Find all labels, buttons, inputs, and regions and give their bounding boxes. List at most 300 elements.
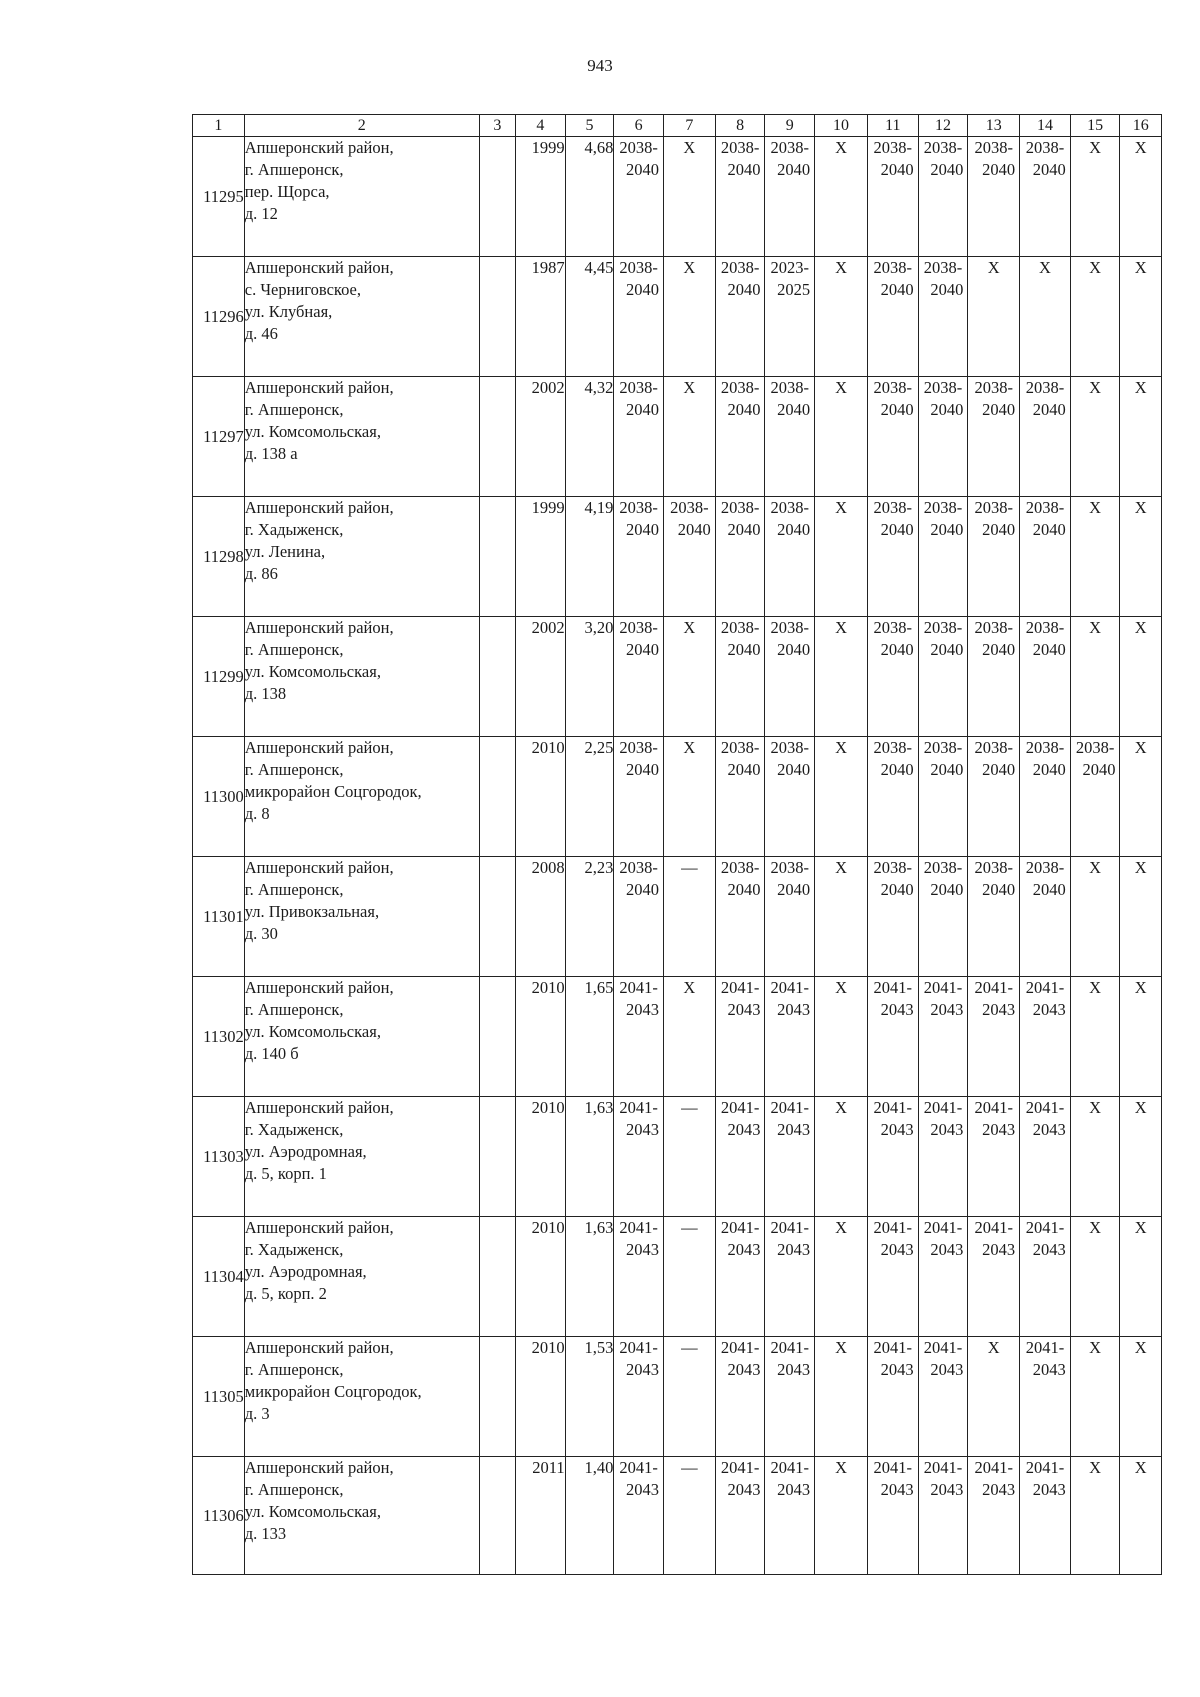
table-row — [193, 1097, 1162, 1217]
period-start: 2041- — [720, 1098, 760, 1117]
period-end: 2040 — [982, 760, 1016, 779]
value-cell: 2,25 — [565, 737, 614, 857]
period-start: 2038- — [873, 738, 913, 757]
period-cell — [918, 857, 968, 977]
period-end: 2040 — [1032, 760, 1066, 779]
period-start: 2038- — [720, 258, 760, 277]
period-start: 2041- — [974, 1218, 1013, 1237]
period-end: 2040 — [1032, 640, 1066, 659]
period-cell — [1070, 737, 1120, 857]
record-id: 11302 — [193, 977, 245, 1097]
period-cell: X — [664, 977, 716, 1097]
period-cell — [715, 617, 765, 737]
period-cell: X — [1070, 1337, 1120, 1457]
value-cell: 1,40 — [565, 1457, 614, 1575]
period-cell — [614, 1457, 664, 1575]
value-cell: 1,53 — [565, 1337, 614, 1457]
period-cell: X — [1070, 977, 1120, 1097]
period-start: 2038- — [873, 858, 913, 877]
period-start: 2038- — [720, 738, 760, 757]
period-cell: X — [815, 1217, 868, 1337]
period-start: 2038- — [770, 138, 810, 157]
address-line: г. Апшеронск, — [244, 1480, 344, 1499]
period-cell — [867, 737, 918, 857]
period-end: 2040 — [727, 880, 761, 899]
address-line: Апшеронский район, — [244, 738, 394, 757]
address-line: с. Черниговское, — [244, 280, 361, 299]
period-start: 2041- — [1025, 1218, 1065, 1237]
record-id: 11297 — [193, 377, 245, 497]
period-cell — [968, 857, 1020, 977]
address-line: ул. Комсомольская, — [244, 422, 381, 441]
period-end: 2040 — [930, 520, 964, 539]
period-cell — [968, 1457, 1020, 1575]
period-start: 2038- — [923, 138, 963, 157]
address-line: д. 5, корп. 1 — [244, 1164, 327, 1183]
period-start: 2041- — [619, 1218, 658, 1237]
period-start: 2038- — [1075, 738, 1115, 757]
period-cell: X — [1070, 137, 1120, 257]
period-cell: X — [664, 257, 716, 377]
period-end: 2040 — [727, 280, 761, 299]
period-cell — [614, 737, 664, 857]
period-start: 2038- — [720, 498, 760, 517]
period-cell — [715, 737, 765, 857]
period-start: 2041- — [720, 1458, 760, 1477]
column-header: 2 — [244, 115, 479, 137]
column-header: 4 — [515, 115, 565, 137]
period-end: 2043 — [982, 1120, 1016, 1139]
period-cell: X — [815, 977, 868, 1097]
period-cell — [715, 497, 765, 617]
period-end: 2040 — [982, 520, 1016, 539]
value-cell: 4,45 — [565, 257, 614, 377]
record-id: 11300 — [193, 737, 245, 857]
period-start: 2041- — [923, 1458, 963, 1477]
address-line: Апшеронский район, — [244, 498, 394, 517]
period-cell — [715, 1217, 765, 1337]
period-cell — [918, 617, 968, 737]
period-cell — [614, 1337, 664, 1457]
period-end: 2043 — [777, 1360, 811, 1379]
page-number: 943 — [587, 56, 613, 75]
table-row — [193, 1457, 1162, 1575]
period-end: 2043 — [626, 1360, 659, 1379]
period-cell — [968, 497, 1020, 617]
period-end: 2040 — [880, 520, 914, 539]
year-cell: 2002 — [515, 377, 565, 497]
period-start: 2038- — [873, 498, 913, 517]
period-cell: X — [1120, 617, 1162, 737]
address-line: ул. Ленина, — [244, 542, 326, 561]
period-cell — [715, 137, 765, 257]
address-line: д. 133 — [244, 1524, 287, 1543]
period-cell — [867, 1337, 918, 1457]
period-start: 2038- — [974, 618, 1013, 637]
address-cell — [244, 1097, 479, 1217]
period-cell: — — [664, 1457, 716, 1575]
period-cell: — — [664, 1097, 716, 1217]
period-cell: X — [968, 257, 1020, 377]
period-start: 2041- — [873, 1098, 913, 1117]
address-line: Апшеронский район, — [244, 858, 394, 877]
year-cell: 2010 — [515, 977, 565, 1097]
period-end: 2040 — [626, 760, 659, 779]
period-cell — [715, 257, 765, 377]
period-end: 2040 — [626, 280, 659, 299]
address-line: микрорайон Соцгородок, — [244, 782, 422, 801]
address-line: Апшеронский район, — [244, 1218, 394, 1237]
period-cell — [614, 1217, 664, 1337]
address-line: г. Хадыженск, — [244, 1120, 344, 1139]
column-3-cell — [479, 1217, 515, 1337]
period-cell — [867, 977, 918, 1097]
value-cell: 1,63 — [565, 1217, 614, 1337]
column-3-cell — [479, 737, 515, 857]
period-end: 2043 — [626, 1000, 659, 1019]
period-cell: X — [1120, 377, 1162, 497]
period-start: 2038- — [619, 378, 658, 397]
period-cell: X — [664, 377, 716, 497]
period-cell — [765, 737, 815, 857]
period-cell — [614, 617, 664, 737]
value-cell: 1,63 — [565, 1097, 614, 1217]
period-end: 2040 — [777, 520, 811, 539]
period-cell: X — [1120, 1097, 1162, 1217]
period-cell: X — [968, 1337, 1020, 1457]
period-start: 2038- — [974, 498, 1013, 517]
period-end: 2043 — [1032, 1360, 1066, 1379]
column-header: 1 — [193, 115, 245, 137]
period-cell: X — [664, 137, 716, 257]
period-cell — [765, 617, 815, 737]
period-end: 2040 — [777, 160, 811, 179]
period-end: 2043 — [1032, 1000, 1066, 1019]
period-start: 2041- — [873, 978, 913, 997]
period-cell — [968, 1217, 1020, 1337]
period-start: 2041- — [720, 1218, 760, 1237]
period-cell: X — [815, 617, 868, 737]
period-end: 2043 — [930, 1000, 964, 1019]
period-end: 2040 — [777, 880, 811, 899]
period-cell: X — [815, 1337, 868, 1457]
period-cell — [1020, 377, 1071, 497]
period-start: 2038- — [1025, 138, 1065, 157]
period-cell — [968, 137, 1020, 257]
period-end: 2025 — [777, 280, 811, 299]
table-row — [193, 137, 1162, 257]
period-start: 2041- — [1025, 1338, 1065, 1357]
period-end: 2043 — [727, 1360, 761, 1379]
period-cell: X — [1070, 377, 1120, 497]
record-id: 11301 — [193, 857, 245, 977]
period-end: 2040 — [727, 520, 761, 539]
period-cell — [867, 1097, 918, 1217]
address-line: Апшеронский район, — [244, 138, 394, 157]
period-start: 2041- — [619, 1098, 658, 1117]
period-start: 2038- — [619, 738, 658, 757]
record-id: 11304 — [193, 1217, 245, 1337]
column-3-cell — [479, 977, 515, 1097]
address-line: г. Апшеронск, — [244, 760, 344, 779]
period-cell: X — [1020, 257, 1071, 377]
period-start: 2038- — [770, 738, 810, 757]
period-cell: X — [1070, 617, 1120, 737]
period-cell: X — [1070, 497, 1120, 617]
period-start: 2038- — [923, 618, 963, 637]
period-cell — [918, 1337, 968, 1457]
address-line: ул. Привокзальная, — [244, 902, 380, 921]
period-end: 2043 — [982, 1000, 1016, 1019]
period-cell — [765, 497, 815, 617]
address-line: г. Хадыженск, — [244, 1240, 344, 1259]
period-start: 2038- — [974, 858, 1013, 877]
year-cell: 2011 — [515, 1457, 565, 1575]
period-cell — [918, 1097, 968, 1217]
period-cell — [1020, 737, 1071, 857]
period-cell — [867, 377, 918, 497]
period-cell — [918, 497, 968, 617]
column-header: 13 — [968, 115, 1020, 137]
period-end: 2043 — [727, 1000, 761, 1019]
record-id: 11303 — [193, 1097, 245, 1217]
period-cell — [765, 257, 815, 377]
period-cell — [867, 137, 918, 257]
period-end: 2040 — [930, 280, 964, 299]
record-id: 11296 — [193, 257, 245, 377]
period-start: 2041- — [923, 1098, 963, 1117]
period-start: 2038- — [923, 258, 963, 277]
address-cell — [244, 617, 479, 737]
address-line: Апшеронский район, — [244, 378, 394, 397]
period-start: 2041- — [974, 1098, 1013, 1117]
period-cell — [918, 1217, 968, 1337]
address-line: д. 138 — [244, 684, 287, 703]
period-start: 2041- — [1025, 978, 1065, 997]
period-start: 2038- — [1025, 738, 1065, 757]
period-cell: X — [1070, 1457, 1120, 1575]
period-start: 2041- — [1025, 1458, 1065, 1477]
column-3-cell — [479, 137, 515, 257]
period-end: 2040 — [930, 400, 964, 419]
year-cell: 2010 — [515, 737, 565, 857]
year-cell: 1999 — [515, 137, 565, 257]
period-start: 2041- — [873, 1338, 913, 1357]
period-cell — [765, 137, 815, 257]
period-end: 2040 — [880, 760, 914, 779]
address-cell — [244, 377, 479, 497]
period-start: 2041- — [770, 1338, 810, 1357]
address-cell — [244, 1457, 479, 1575]
column-header: 10 — [815, 115, 868, 137]
address-line: д. 30 — [244, 924, 278, 943]
table-row — [193, 1217, 1162, 1337]
period-end: 2043 — [1032, 1120, 1066, 1139]
period-cell — [614, 497, 664, 617]
record-id: 11305 — [193, 1337, 245, 1457]
period-end: 2040 — [930, 160, 964, 179]
period-start: 2041- — [923, 978, 963, 997]
period-end: 2043 — [777, 1480, 811, 1499]
column-header: 8 — [715, 115, 765, 137]
period-start: 2038- — [670, 498, 709, 517]
address-line: Апшеронский район, — [244, 618, 394, 637]
period-start: 2038- — [720, 138, 760, 157]
record-id: 11295 — [193, 137, 245, 257]
column-header: 16 — [1120, 115, 1162, 137]
period-cell — [867, 1217, 918, 1337]
period-end: 2043 — [982, 1240, 1016, 1259]
period-cell — [1020, 1457, 1071, 1575]
period-end: 2043 — [727, 1240, 761, 1259]
address-line: ул. Клубная, — [244, 302, 333, 321]
period-start: 2038- — [1025, 378, 1065, 397]
period-cell — [765, 1217, 815, 1337]
period-start: 2038- — [974, 738, 1013, 757]
address-cell — [244, 1337, 479, 1457]
period-start: 2041- — [873, 1218, 913, 1237]
period-cell: X — [815, 377, 868, 497]
period-end: 2040 — [930, 760, 964, 779]
period-start: 2041- — [619, 978, 658, 997]
table-row — [193, 257, 1162, 377]
address-cell — [244, 857, 479, 977]
period-start: 2038- — [1025, 498, 1065, 517]
period-end: 2043 — [727, 1480, 761, 1499]
period-start: 2041- — [619, 1338, 658, 1357]
period-cell — [614, 857, 664, 977]
table-row — [193, 737, 1162, 857]
period-cell — [614, 257, 664, 377]
table-body — [193, 137, 1162, 1575]
period-start: 2038- — [1025, 858, 1065, 877]
period-end: 2040 — [677, 520, 711, 539]
period-start: 2041- — [1025, 1098, 1065, 1117]
period-end: 2040 — [880, 280, 914, 299]
period-end: 2040 — [626, 640, 659, 659]
table-row — [193, 617, 1162, 737]
period-cell — [1020, 1217, 1071, 1337]
period-start: 2038- — [873, 378, 913, 397]
period-end: 2043 — [930, 1120, 964, 1139]
period-cell — [968, 377, 1020, 497]
column-header: 12 — [918, 115, 968, 137]
period-cell — [614, 977, 664, 1097]
year-cell: 2008 — [515, 857, 565, 977]
period-end: 2040 — [626, 400, 659, 419]
table-row — [193, 977, 1162, 1097]
year-cell: 1999 — [515, 497, 565, 617]
period-cell — [968, 977, 1020, 1097]
period-cell — [1020, 617, 1071, 737]
record-id: 11306 — [193, 1457, 245, 1575]
column-header: 5 — [565, 115, 614, 137]
address-line: ул. Комсомольская, — [244, 1022, 381, 1041]
column-header: 9 — [765, 115, 815, 137]
period-start: 2041- — [770, 1458, 810, 1477]
period-cell: X — [1120, 857, 1162, 977]
column-3-cell — [479, 377, 515, 497]
period-start: 2038- — [974, 138, 1013, 157]
period-start: 2041- — [770, 1218, 810, 1237]
period-cell: X — [1070, 257, 1120, 377]
period-start: 2041- — [873, 1458, 913, 1477]
address-cell — [244, 977, 479, 1097]
column-3-cell — [479, 617, 515, 737]
column-header: 14 — [1020, 115, 1071, 137]
period-cell — [664, 497, 716, 617]
period-start: 2038- — [770, 378, 810, 397]
period-cell: X — [815, 1457, 868, 1575]
period-end: 2040 — [982, 400, 1016, 419]
period-start: 2038- — [720, 378, 760, 397]
period-end: 2043 — [777, 1000, 811, 1019]
period-cell — [918, 137, 968, 257]
period-cell: X — [1120, 1217, 1162, 1337]
address-line: г. Апшеронск, — [244, 400, 344, 419]
period-end: 2043 — [880, 1000, 914, 1019]
address-line: г. Апшеронск, — [244, 880, 344, 899]
period-cell — [614, 377, 664, 497]
period-start: 2038- — [619, 858, 658, 877]
address-line: г. Апшеронск, — [244, 160, 344, 179]
period-cell — [765, 1457, 815, 1575]
period-cell: X — [815, 137, 868, 257]
period-end: 2040 — [1032, 880, 1066, 899]
period-end: 2040 — [880, 160, 914, 179]
value-cell: 2,23 — [565, 857, 614, 977]
period-end: 2040 — [626, 520, 659, 539]
period-cell: X — [1120, 497, 1162, 617]
period-cell: X — [664, 617, 716, 737]
period-end: 2043 — [626, 1120, 659, 1139]
period-cell — [614, 1097, 664, 1217]
year-cell: 1987 — [515, 257, 565, 377]
address-line: пер. Щорса, — [244, 182, 330, 201]
period-cell: X — [1070, 857, 1120, 977]
period-cell — [614, 137, 664, 257]
year-cell: 2010 — [515, 1337, 565, 1457]
period-end: 2040 — [777, 760, 811, 779]
period-cell — [918, 257, 968, 377]
period-start: 2041- — [770, 1098, 810, 1117]
address-line: ул. Аэродромная, — [244, 1262, 367, 1281]
period-cell — [918, 737, 968, 857]
period-cell — [715, 1097, 765, 1217]
column-3-cell — [479, 857, 515, 977]
period-end: 2040 — [930, 880, 964, 899]
record-id: 11299 — [193, 617, 245, 737]
address-line: микрорайон Соцгородок, — [244, 1382, 422, 1401]
period-end: 2040 — [930, 640, 964, 659]
period-end: 2040 — [1032, 160, 1066, 179]
address-line: ул. Комсомольская, — [244, 1502, 381, 1521]
period-end: 2043 — [626, 1240, 659, 1259]
address-line: д. 12 — [244, 204, 278, 223]
column-header: 6 — [614, 115, 664, 137]
period-start: 2041- — [770, 978, 810, 997]
period-cell: X — [664, 737, 716, 857]
period-cell — [765, 377, 815, 497]
period-end: 2043 — [930, 1480, 964, 1499]
period-cell: X — [1120, 1337, 1162, 1457]
period-start: 2041- — [619, 1458, 658, 1477]
period-cell: X — [1120, 257, 1162, 377]
period-end: 2040 — [1032, 520, 1066, 539]
period-cell: X — [1070, 1217, 1120, 1337]
period-end: 2040 — [777, 640, 811, 659]
table-row — [193, 377, 1162, 497]
